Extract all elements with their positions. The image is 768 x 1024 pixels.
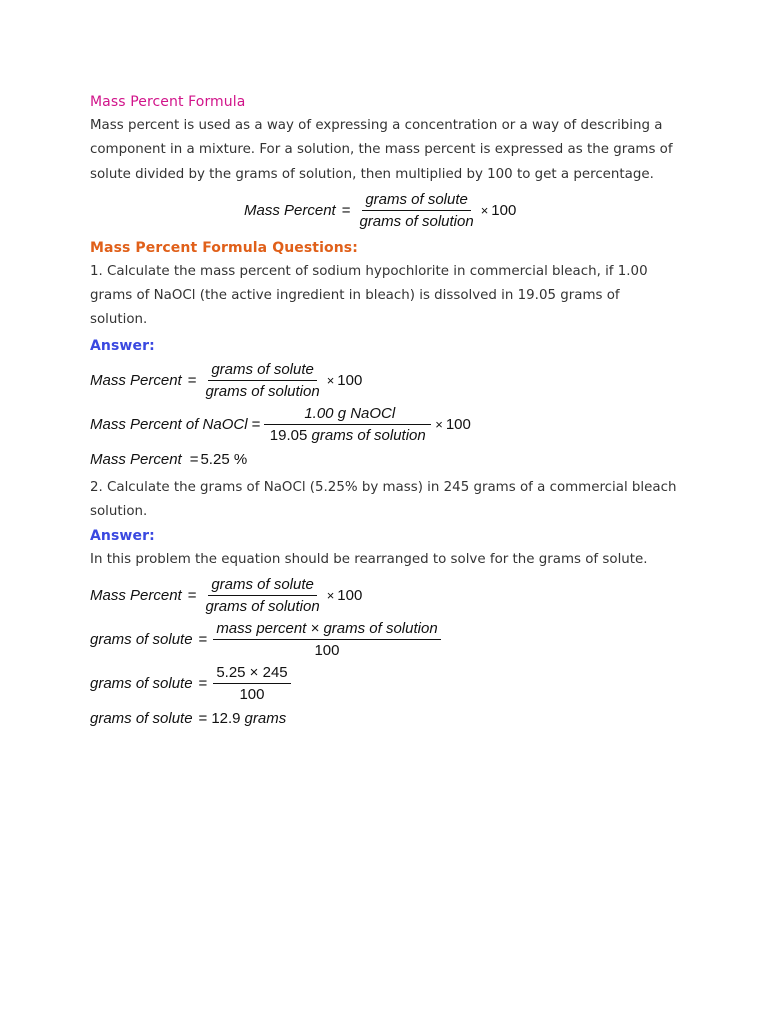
q1-eq2-lhs: Mass Percent of NaOCl xyxy=(90,416,248,434)
q1-eq2-fraction xyxy=(264,404,431,445)
q2-eq1-denominator: grams of solution xyxy=(205,598,320,616)
q2-equation-1 xyxy=(90,574,680,618)
q2-eq4-lhs: grams of solute xyxy=(90,710,193,728)
q2-eq2-numerator: mass percent × grams of solution xyxy=(213,619,440,640)
q2-eq1-equals: = xyxy=(187,587,197,605)
q2-eq3-numerator: 5.25 × 245 xyxy=(213,663,290,684)
question-2-explanation: In this problem the equation should be rearranged to solve for the grams of solute. xyxy=(90,552,648,568)
q2-eq4-equals: = xyxy=(198,710,208,728)
q1-eq1-numerator: grams of solute xyxy=(208,360,317,381)
formula-fraction xyxy=(356,190,476,231)
q1-equation-1 xyxy=(90,359,680,403)
q2-eq4-value: 12.9 xyxy=(211,710,241,728)
q2-eq3-denominator: 100 xyxy=(239,686,265,704)
formula-factor: 100 xyxy=(491,202,517,220)
q1-eq2-denominator: 19.05 grams of solution xyxy=(269,427,426,445)
q1-eq1-times: × xyxy=(326,373,335,389)
q1-equation-2 xyxy=(90,403,680,447)
formula-times: × xyxy=(480,203,489,219)
q2-eq3-lhs: grams of solute xyxy=(90,675,193,693)
q2-eq2-denominator: 100 xyxy=(314,642,340,660)
section-title: Mass Percent Formula xyxy=(90,94,246,110)
q1-eq1-equals: = xyxy=(187,372,197,390)
q1-eq1-fraction xyxy=(202,360,322,401)
q2-eq2-fraction xyxy=(213,619,440,660)
q1-eq1-denominator: grams of solution xyxy=(205,383,320,401)
question-2-answer-label: Answer: xyxy=(90,528,155,545)
question-2-text: 2. Calculate the grams of NaOCl (5.25% by mass) in 245 grams of a commercial bleach solution. xyxy=(90,479,677,520)
formula-denominator: grams of solution xyxy=(359,213,474,231)
q2-eq1-fraction xyxy=(202,575,322,616)
q1-eq3-lhs: Mass Percent xyxy=(90,451,182,469)
q2-eq2-equals: = xyxy=(198,631,208,649)
q1-equation-3 xyxy=(90,447,680,473)
formula-numerator: grams of solute xyxy=(362,190,471,211)
q2-eq3-equals: = xyxy=(198,675,208,693)
formula-equals: = xyxy=(341,202,351,220)
questions-heading: Mass Percent Formula Questions: xyxy=(90,239,358,256)
q2-eq1-lhs: Mass Percent xyxy=(90,587,182,605)
formula-lhs: Mass Percent xyxy=(244,202,336,220)
q1-eq3-equals: = xyxy=(189,451,199,469)
document-body xyxy=(90,88,680,732)
q2-eq1-times: × xyxy=(326,588,335,604)
mass-percent-formula xyxy=(90,189,680,233)
q2-eq1-numerator: grams of solute xyxy=(208,575,317,596)
q1-eq2-equals: = xyxy=(251,416,261,434)
question-1-answer-label: Answer: xyxy=(90,337,155,354)
q2-equation-4 xyxy=(90,706,680,732)
q1-eq1-lhs: Mass Percent xyxy=(90,372,182,390)
q1-eq2-times: × xyxy=(435,417,443,433)
q2-eq1-factor: 100 xyxy=(337,587,363,605)
q1-eq1-factor: 100 xyxy=(337,372,363,390)
q2-eq2-lhs: grams of solute xyxy=(90,631,193,649)
q1-eq3-result: 5.25 % xyxy=(200,451,248,469)
question-1-text: 1. Calculate the mass percent of sodium hypochlorite in commercial bleach, if 1.00 grams of NaOCl (the active ingredient in bleach) is dissolved in 19.05 grams of solution. xyxy=(90,263,648,328)
q2-equation-3 xyxy=(90,662,680,706)
intro-paragraph: Mass percent is used as a way of expressing a concentration or a way of describing a component in a mixture. For a solution, the mass percent is expressed as the grams of solute divided by the grams of solution, then multiplied by 100 to get a percentage. xyxy=(90,118,673,182)
q1-eq2-numerator: 1.00 g NaOCl xyxy=(264,404,431,425)
q2-equation-2 xyxy=(90,618,680,662)
q1-eq2-factor: 100 xyxy=(445,416,471,434)
q2-eq4-unit: grams xyxy=(244,710,287,728)
q2-eq3-fraction xyxy=(213,663,290,704)
